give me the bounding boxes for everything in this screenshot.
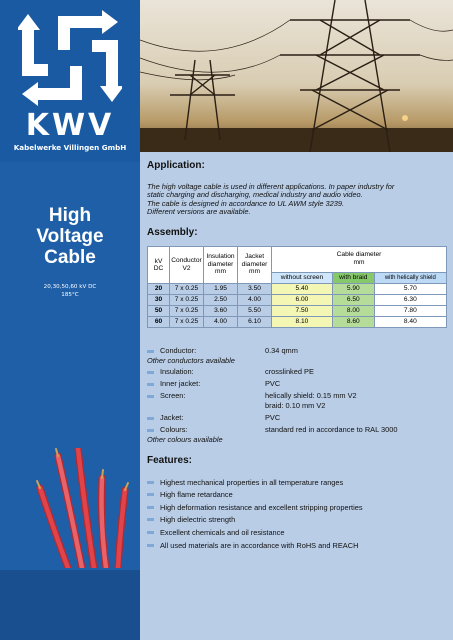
company-name: Kabelwerke Villingen GmbH (13, 143, 127, 152)
bullet-icon (147, 506, 154, 509)
property-label: Screen: (160, 390, 186, 400)
cell-braid: 8.00 (332, 305, 374, 316)
sidebar-footer (0, 570, 140, 640)
header-text: V2 (182, 264, 191, 272)
property-jacket (147, 413, 447, 423)
application-line: The cable is designed in accordance to UL AWM style 3239. (147, 198, 345, 208)
list-item (147, 527, 447, 540)
property-screen (147, 391, 447, 411)
cell-braid: 8.60 (332, 316, 374, 327)
bullet-icon (147, 429, 154, 432)
header-conductor (170, 246, 204, 283)
cell-jacket: 4.00 (238, 294, 272, 305)
kwv-logo-icon (18, 10, 122, 106)
table-row (148, 294, 447, 305)
header-jacket (238, 246, 272, 283)
header-text: diameter (207, 260, 234, 268)
bullet-icon (147, 518, 154, 521)
table-row (148, 283, 447, 294)
bullet-icon (147, 531, 154, 534)
property-conductor (147, 346, 447, 356)
product-title-line: High (48, 205, 92, 226)
list-item (147, 540, 447, 553)
cable-photo (10, 448, 135, 568)
property-label: Conductor: (160, 345, 197, 355)
header-with-braid: with braid (332, 272, 374, 283)
header-cable-diameter (272, 246, 447, 272)
cell-no-screen: 5.40 (272, 283, 333, 294)
cell-conductor: 7 x 0.25 (170, 294, 204, 305)
cell-jacket: 6.10 (238, 316, 272, 327)
header-text: Conductor (171, 257, 202, 265)
table-row (148, 316, 447, 327)
cell-helical: 6.30 (374, 294, 446, 305)
header-without-screen: without screen (272, 272, 333, 283)
list-item (147, 514, 447, 527)
property-value: standard red in accordance to RAL 3000 (265, 424, 398, 434)
property-insulation (147, 367, 447, 377)
application-text (147, 183, 447, 217)
header-text: Insulation (206, 253, 235, 261)
cell-conductor: 7 x 0.25 (170, 305, 204, 316)
list-item (147, 477, 447, 490)
screen-value-helical: helically shield: 0.15 mm V2 (265, 390, 357, 400)
cell-no-screen: 6.00 (272, 294, 333, 305)
property-value: PVC (265, 378, 281, 388)
header-photo (140, 0, 453, 152)
voltage-ratings: 20,30,50,60 kV DC (43, 284, 97, 290)
cell-helical: 8.40 (374, 316, 446, 327)
brand-name: KWV (25, 108, 115, 143)
property-label: Jacket: (160, 412, 184, 422)
conductor-note: Other conductors available (147, 355, 235, 365)
features-list (147, 477, 447, 553)
header-text: mm (249, 268, 260, 276)
product-title-line: Cable (44, 247, 96, 268)
cell-insulation: 1.95 (204, 283, 238, 294)
temperature-rating: 185°C (61, 292, 79, 298)
application-line: static charging and discharging, medical industry and audio video. (147, 190, 363, 200)
cell-insulation: 4.00 (204, 316, 238, 327)
cell-kv: 60 (148, 316, 170, 327)
bullet-icon (147, 493, 154, 496)
header-text: diameter (241, 260, 268, 268)
screen-value-braid: braid: 0.10 mm V2 (265, 400, 326, 410)
assembly-table (147, 246, 447, 328)
product-title-line: Voltage (36, 226, 104, 247)
header-text: mm (353, 259, 365, 267)
assembly-heading: Assembly: (147, 226, 198, 238)
header-text: Jacket (244, 253, 265, 261)
property-label: Insulation: (160, 366, 194, 376)
cell-braid: 5.90 (332, 283, 374, 294)
logo-block (0, 0, 140, 162)
list-item (147, 489, 447, 502)
colours-note: Other colours available (147, 434, 223, 444)
sidebar (0, 0, 140, 640)
feature-text: All used materials are in accordance with RoHS and REACH (160, 540, 359, 550)
property-value: crosslinked PE (265, 366, 314, 376)
feature-text: High flame retardance (160, 490, 233, 500)
product-spec (0, 283, 140, 299)
table-row (148, 305, 447, 316)
cell-no-screen: 7.50 (272, 305, 333, 316)
feature-text: Highest mechanical properties in all temperature ranges (160, 477, 344, 487)
cell-insulation: 3.60 (204, 305, 238, 316)
feature-text: Excellent chemicals and oil resistance (160, 528, 285, 537)
cell-helical: 7.80 (374, 305, 446, 316)
property-label: Inner jacket: (160, 378, 201, 388)
power-pylon-photo (140, 0, 453, 152)
main-content (147, 160, 447, 552)
header-text: Cable diameter (336, 251, 382, 259)
cell-jacket: 5.50 (238, 305, 272, 316)
property-value: 0.34 qmm (265, 345, 298, 355)
cell-insulation: 2.50 (204, 294, 238, 305)
cell-kv: 20 (148, 283, 170, 294)
property-colours (147, 425, 447, 435)
bullet-icon (147, 350, 154, 353)
bullet-icon (147, 544, 154, 547)
bullet-icon (147, 395, 154, 398)
header-with-helical-shield: with helically shield (374, 272, 446, 283)
properties-list (147, 346, 447, 445)
header-text: mm (215, 268, 226, 276)
list-item (147, 502, 447, 515)
cell-conductor: 7 x 0.25 (170, 283, 204, 294)
header-insulation (204, 246, 238, 283)
cell-kv: 50 (148, 305, 170, 316)
cell-jacket: 3.50 (238, 283, 272, 294)
application-line: The high voltage cable is used in different applications. In paper industry for (147, 182, 395, 191)
cell-helical: 5.70 (374, 283, 446, 294)
property-inner-jacket (147, 379, 447, 389)
property-value (265, 391, 447, 411)
bullet-icon (147, 417, 154, 420)
property-label: Colours: (160, 424, 188, 434)
property-value: PVC (265, 412, 281, 422)
cell-braid: 6.50 (332, 294, 374, 305)
feature-text: High dielectric strength (160, 515, 236, 525)
cell-conductor: 7 x 0.25 (170, 316, 204, 327)
product-title (0, 205, 140, 268)
bullet-icon (147, 383, 154, 386)
header-kv: kV DC (148, 246, 170, 283)
cell-no-screen: 8.10 (272, 316, 333, 327)
application-heading: Application: (147, 160, 205, 171)
application-line: Different versions are available. (147, 207, 251, 217)
cell-kv: 30 (148, 294, 170, 305)
feature-text: High deformation resistance and excellent stripping properties (160, 502, 363, 512)
bullet-icon (147, 371, 154, 374)
bullet-icon (147, 481, 154, 484)
features-heading: Features: (147, 454, 193, 466)
